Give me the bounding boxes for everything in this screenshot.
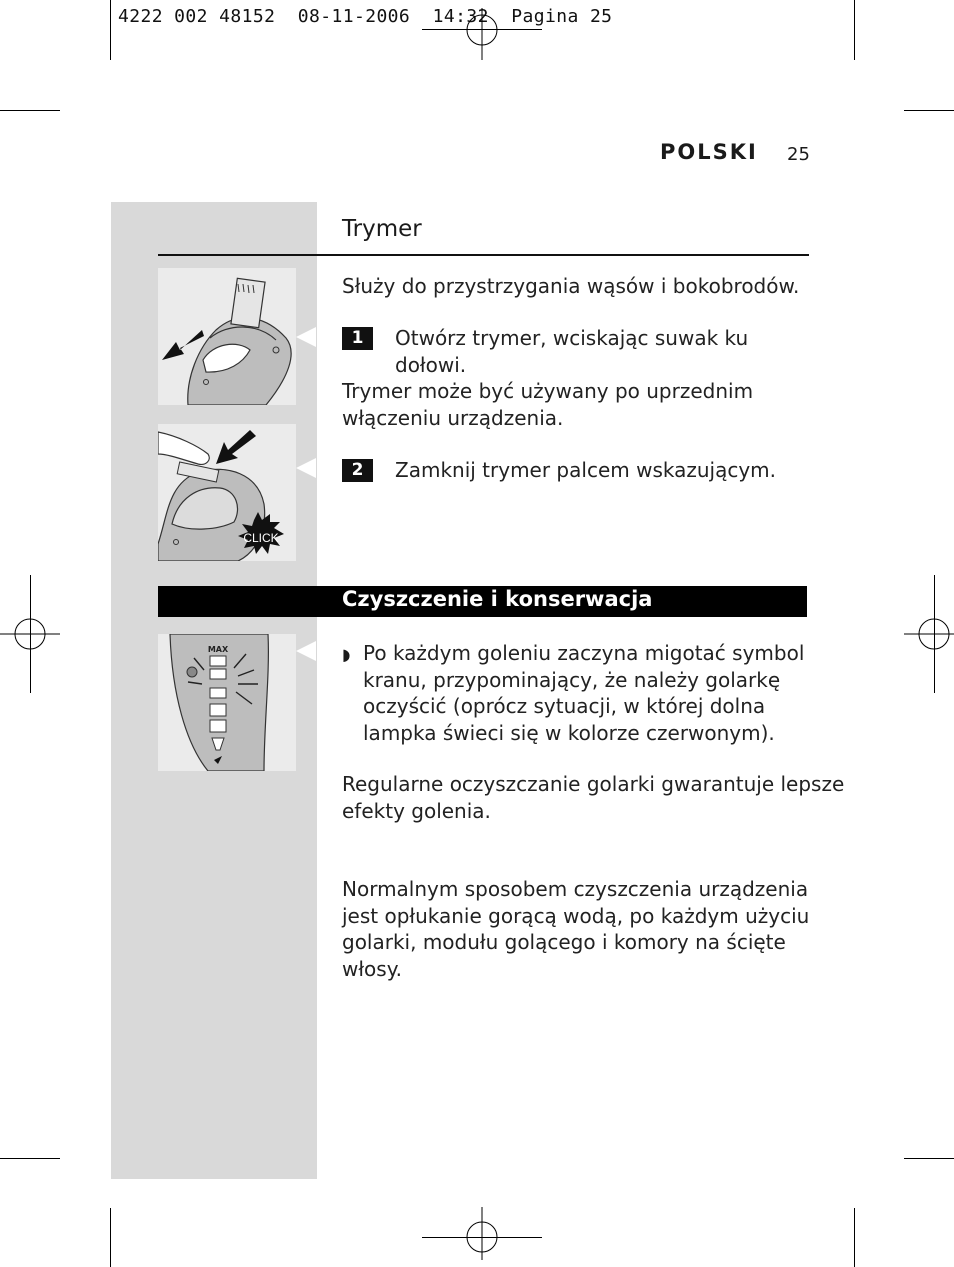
trimmer-close-illustration <box>158 424 296 561</box>
callout-pointer <box>296 458 316 478</box>
trimmer-note: Trymer może być używany po uprzednim włączeniu urządzenia. <box>342 379 754 430</box>
section-title-cleaning: Czyszczenie i konserwacja <box>342 587 653 611</box>
cleaning-paragraph-1: Regularne oczyszczanie golarki gwarantuje lepsze efekty golenia. <box>342 772 845 823</box>
page-number: 25 <box>787 144 810 165</box>
bullet-icon: ◗ <box>342 645 351 664</box>
step-number-1: 1 <box>342 327 373 350</box>
callout-pointer <box>296 327 316 347</box>
click-label: CLICK <box>243 531 279 545</box>
shaver-display-illustration <box>158 634 296 771</box>
step-2-text: Zamknij trymer palcem wskazującym. <box>395 458 777 482</box>
cleaning-bullet: Po każdym goleniu zaczyna migotać symbol kranu, przypominający, że należy golarkę oczyścić (oprócz sytuacji, w której dolna lampka świeci się w kolorze czerwonym). <box>363 641 805 745</box>
step-number-2: 2 <box>342 459 373 482</box>
print-header: 4222 002 48152 08-11-2006 14:32 Pagina 25 <box>118 6 613 27</box>
language-heading: POLSKI <box>660 140 758 164</box>
section-rule <box>158 254 809 256</box>
callout-pointer <box>296 641 316 661</box>
max-label: MAX <box>207 645 229 654</box>
step-1-text: Otwórz trymer, wciskając suwak ku dołowi. <box>395 326 749 377</box>
trimmer-intro: Służy do przystrzygania wąsów i bokobrodów. <box>342 274 800 298</box>
trimmer-open-illustration <box>158 268 296 405</box>
section-title-trimmer: Trymer <box>342 216 422 242</box>
cleaning-paragraph-2: Normalnym sposobem czyszczenia urządzenia jest opłukanie gorącą wodą, po każdym użyciu golarki, modułu golącego i komory na ścięte włosy. <box>342 877 810 981</box>
